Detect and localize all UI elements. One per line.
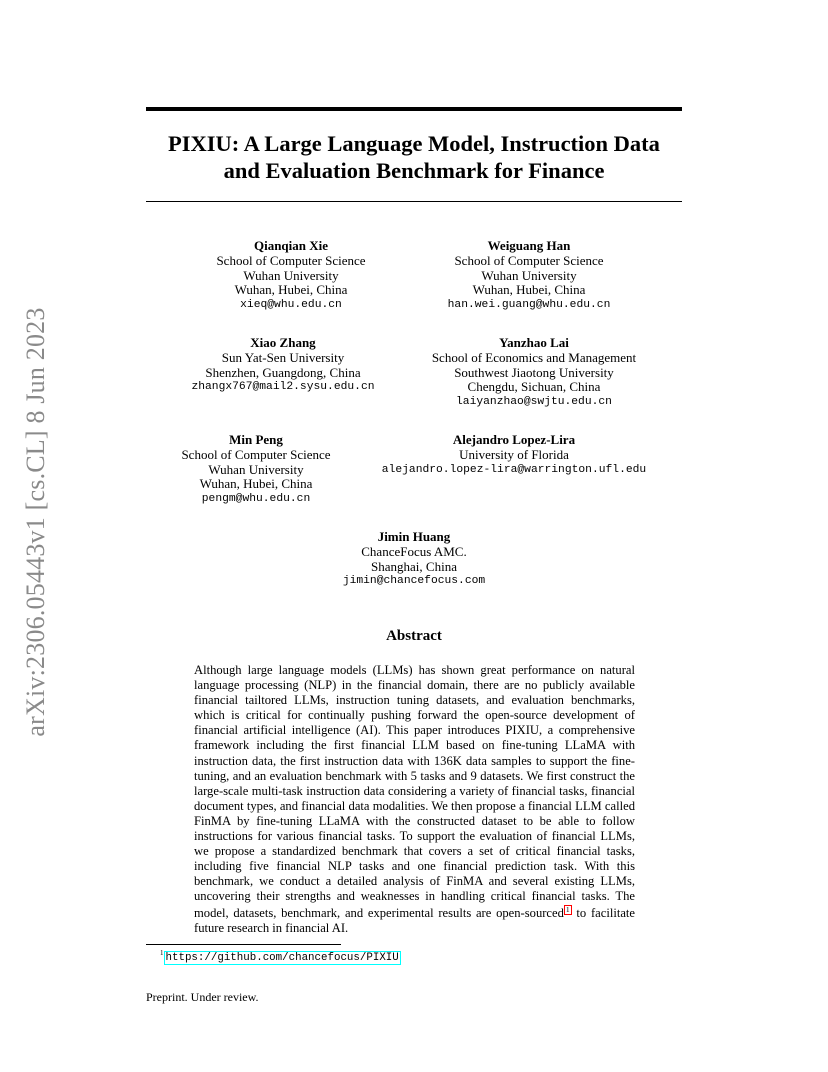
author-name: Weiguang Han xyxy=(487,238,571,253)
author-affiliation: Shanghai, China xyxy=(371,558,457,574)
author-name: Xiao Zhang xyxy=(250,335,316,350)
author-block-lai xyxy=(419,336,649,410)
author-block-lopez-lira xyxy=(364,433,664,477)
author-affiliation: School of Computer Science xyxy=(181,446,331,462)
author-affiliation: School of Economics and Management xyxy=(431,349,637,365)
author-affiliation: Southwest Jiaotong University xyxy=(454,364,614,380)
author-name: Alejandro Lopez-Lira xyxy=(452,432,576,447)
author-affiliation: School of Computer Science xyxy=(216,252,366,268)
author-name: Jimin Huang xyxy=(377,529,451,544)
footnote-rule xyxy=(146,944,341,945)
abstract-text: Although large language models (LLMs) has shown great performance on natural language processing (NLP) in the financial domain, there are no publicly available financial tailtored LLMs, instruction tuning datasets, and evaluation benchmarks, which is critical for continually pushing forward the open-source development of financial artificial intelligence (AI). This paper introduces PIXIU, a comprehensive framework including the first financial LLM based on fine-tuning LLaMA with instruction data, the first instruction data with 136K data samples to support the fine-tuning, and an evaluation benchmark with 5 tasks and 9 datasets. We first construct the large-scale multi-task instruction data considering a variety of financial tasks, financial document types, and financial data modalities. We then propose a financial LLM called FinMA by fine-tuning LLaMA with the constructed dataset to be able to follow instructions for various financial tasks. To support the evaluation of financial LLMs, we propose a standardized benchmark that covers a set of critical financial tasks, including five financial NLP tasks and one financial prediction task. With this benchmark, we conduct a detailed analysis of FinMA and several existing LLMs, uncovering their strengths and weaknesses in handling critical financial tasks. The model, datasets, benchmark, and experimental results are open-sourced xyxy=(194,663,635,920)
footnote-number: 1 xyxy=(160,949,164,957)
author-name: Yanzhao Lai xyxy=(499,335,569,350)
author-block-huang xyxy=(314,530,514,589)
author-affiliation: Chengdu, Sichuan, China xyxy=(467,379,601,395)
footnote-link[interactable]: 1 xyxy=(565,904,570,914)
author-affiliation: Wuhan University xyxy=(481,267,577,283)
author-block-peng xyxy=(166,433,346,507)
author-email[interactable]: pengm@whu.edu.cn xyxy=(201,493,311,506)
author-affiliation: School of Computer Science xyxy=(454,252,604,268)
author-email[interactable]: jimin@chancefocus.com xyxy=(342,575,486,588)
title-bottom-rule xyxy=(146,201,682,202)
abstract-text-tail: to facilitate future research in financial AI. xyxy=(194,905,636,935)
author-affiliation: Wuhan University xyxy=(243,267,339,283)
author-email[interactable]: han.wei.guang@whu.edu.cn xyxy=(447,299,611,312)
author-affiliation: University of Florida xyxy=(459,446,569,462)
author-block-xie xyxy=(191,239,391,313)
abstract-heading: Abstract xyxy=(386,628,442,644)
paper-title xyxy=(146,130,682,184)
author-affiliation: ChanceFocus AMC. xyxy=(361,543,467,559)
author-block-han xyxy=(419,239,639,313)
footnote xyxy=(160,949,401,964)
author-affiliation: Wuhan University xyxy=(208,461,304,477)
author-name: Qianqian Xie xyxy=(253,238,329,253)
author-email[interactable]: zhangx767@mail2.sysu.edu.cn xyxy=(191,381,375,394)
author-email[interactable]: alejandro.lopez-lira@warrington.ufl.edu xyxy=(381,463,647,476)
author-affiliation: Shenzhen, Guangdong, China xyxy=(205,364,361,380)
footnote-url-link[interactable]: https://github.com/chancefocus/PIXIU xyxy=(165,951,399,964)
abstract-body xyxy=(194,663,635,936)
author-affiliation: Sun Yat-Sen University xyxy=(221,349,345,365)
arxiv-identifier: arXiv:2306.05443v1 [cs.CL] 8 Jun 2023 xyxy=(21,307,50,737)
author-affiliation: Wuhan, Hubei, China xyxy=(199,476,313,492)
author-name: Min Peng xyxy=(229,432,283,447)
author-affiliation: Wuhan, Hubei, China xyxy=(234,282,348,298)
author-affiliation: Wuhan, Hubei, China xyxy=(472,282,586,298)
title-line-1: PIXIU: A Large Language Model, Instruction Data xyxy=(168,131,660,156)
title-top-rule xyxy=(146,107,682,111)
author-email[interactable]: laiyanzhao@swjtu.edu.cn xyxy=(456,396,612,409)
author-block-zhang xyxy=(173,336,393,395)
title-line-2: and Evaluation Benchmark for Finance xyxy=(223,158,605,183)
preprint-note: Preprint. Under review. xyxy=(146,990,259,1004)
author-email[interactable]: xieq@whu.edu.cn xyxy=(240,299,342,312)
